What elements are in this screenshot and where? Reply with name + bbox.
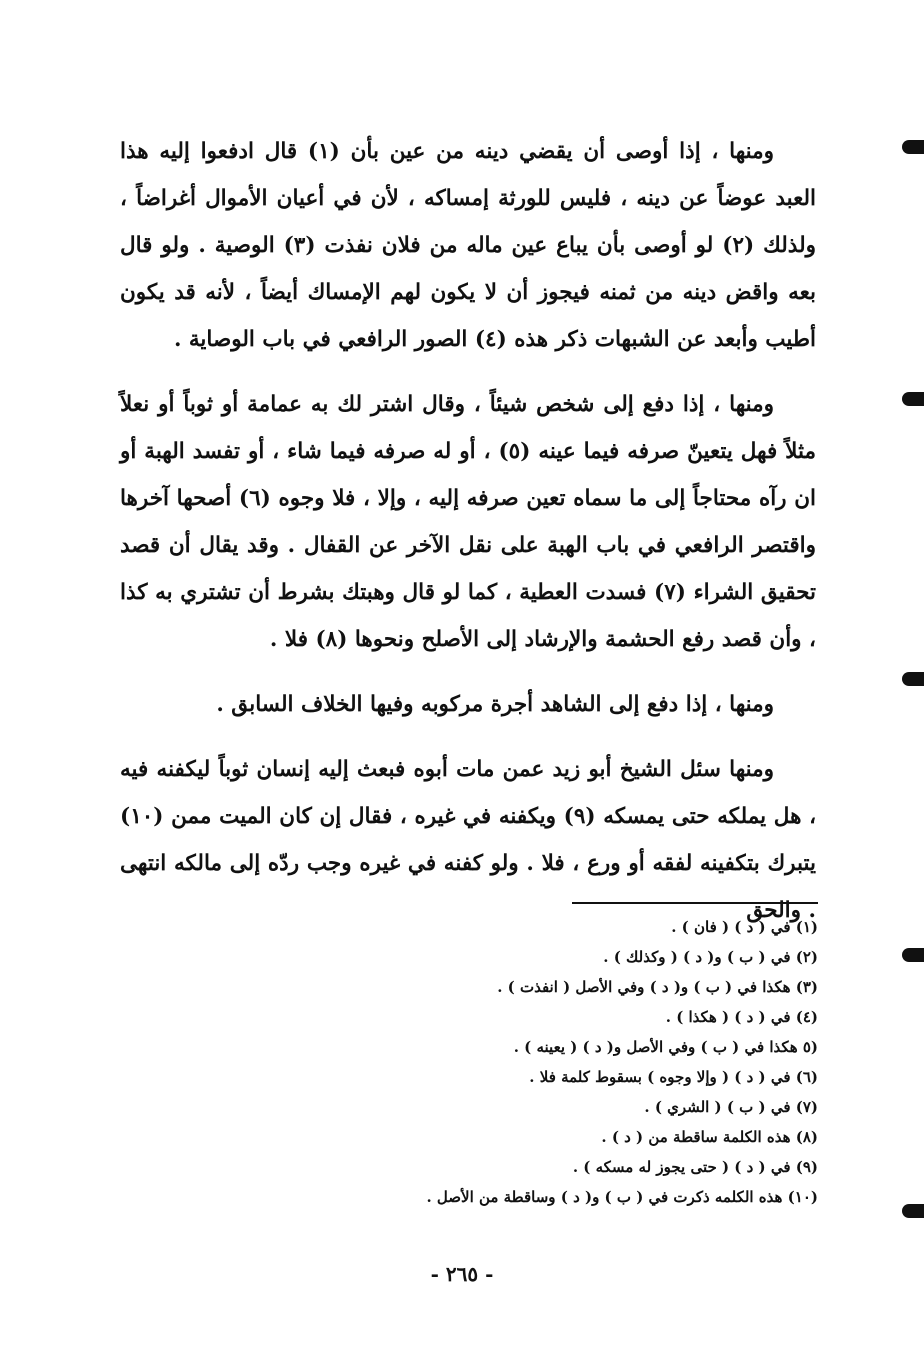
footnote: (٢) في ( ب ) و( د ) ( وكذلك ) . (603, 948, 818, 966)
footnotes (300, 912, 818, 1212)
paragraph-text: ومنها ، إذا أوصى أن يقضي دينه من عين بأن (١) قال ادفعوا إليه هذا العبد عوضاً عن دينه ، فليس للورثة إمساكه ، لأن في أعيان الأموال أغراضاً ، ولذلك (٢) لو أوصى بأن يباع عين ماله من فلان نفذت (٣) الوصية . ولو قال بعه واقض دينه من ثمنه فيجوز أن لا يكون لهم الإمساك أيضاً ، لأنه قد يكون أطيب وأبعد عن الشبهات ذكر هذه (٤) الصور الرافعي في باب الوصاية . (120, 139, 816, 352)
paragraph-text: ومنها ، إذا دفع إلى شخص شيئاً ، وقال اشتر لك به عمامة أو ثوباً أو نعلاً مثلاً فهل يتعينّ صرفه فيما عينه (٥) ، أو له صرفه فيما شاء ، أو تفسد الهبة أو ان رآه محتاجاً إلى ما سماه تعين صرفه إليه ، وإلا ، فلا وجوه (٦) أصحها آخرها واقتصر الرافعي في باب الهبة على نقل الآخر عن القفال . وقد يقال أن قصد تحقيق الشراء (٧) فسدت العطية ، كما لو قال وهبتك بشرط أن تشتري به كذا ، وأن قصد رفع الحشمة والإرشاد إلى الأصلح ونحوها (٨) فلا . (120, 392, 817, 652)
footnote: (٥ هكذا في ( ب ) وفي الأصل و( د ) ( يعينه ) . (513, 1038, 818, 1056)
binding-mark (902, 948, 924, 962)
paragraph (120, 381, 816, 663)
footnote: (٨) هذه الكلمة ساقطة من ( د ) . (601, 1128, 818, 1146)
binding-mark (902, 140, 924, 154)
footnote-separator (572, 902, 818, 904)
footnote: (٦) في ( د ) ( وإلا وجوه ) بسقوط كلمة فلا . (529, 1068, 818, 1086)
footnote: (١) في ( د ) ( فان ) . (671, 918, 818, 936)
binding-mark (902, 392, 924, 406)
paragraph (120, 746, 816, 934)
footnote: (٧) في ( ب ) ( الشري ) . (644, 1098, 818, 1116)
footnote: (١٠) هذه الكلمه ذكرت في ( ب ) و( د ) وساقطة من الأصل . (426, 1188, 818, 1206)
paragraph-text: ومنها ، إذا دفع إلى الشاهد أجرة مركوبه وفيها الخلاف السابق . (216, 692, 774, 717)
page-number: - ٢٦٥ - (430, 1262, 494, 1286)
footnote: (٩) في ( د ) ( حتى يجوز له مسكه ) . (572, 1158, 818, 1176)
paragraph (120, 128, 816, 363)
paragraph-text: ومنها سئل الشيخ أبو زيد عمن مات أبوه فبعث إليه إنسان ثوباً ليكفنه فيه ، هل يملكه حتى يمسكه (٩) ويكفنه في غيره ، فقال إن كان الميت ممن (١٠) يتبرك بتكفينه لفقه أو ورع ، فلا . ولو كفنه في غيره وجب ردّه إلى مالكه انتهى . والحق (120, 757, 817, 923)
footnote: (٣) هكذا في ( ب ) و( د ) وفي الأصل ( انفذت ) . (497, 978, 818, 996)
footnote: (٤) في ( د ) ( هكذا ) . (665, 1008, 818, 1026)
binding-mark (902, 1204, 924, 1218)
main-text (120, 128, 816, 934)
binding-mark (902, 672, 924, 686)
paragraph (120, 681, 816, 728)
